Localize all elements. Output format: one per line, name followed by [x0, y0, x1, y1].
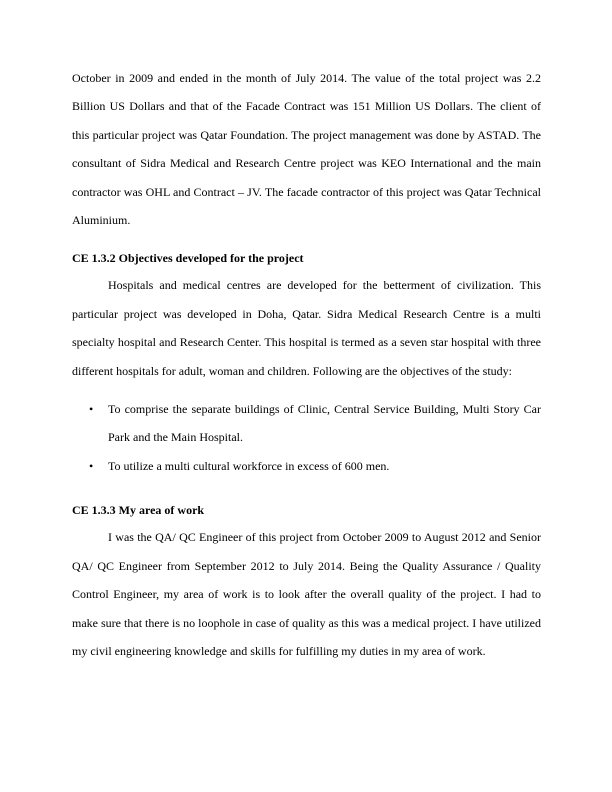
- area-of-work-heading: CE 1.3.3 My area of work: [72, 503, 205, 518]
- bullet-icon: •: [89, 402, 94, 417]
- objectives-list: [72, 395, 541, 480]
- objectives-heading: CE 1.3.2 Objectives developed for the project: [72, 251, 304, 266]
- area-of-work-paragraph: I was the QA/ QC Engineer of this project from October 2009 to August 2012 and Senior QA/ QC Engineer from September 2012 to July 2014. Being the Quality Assurance / Quality Control Engineer, my area of work is to look after the overall quality of the project. I had to make sure that there is no loophole in case of quality as this was a medical project. I have utilized my civil engineering knowledge and skills for fulfilling my duties in my area of work.: [72, 530, 541, 658]
- list-item-text: To comprise the separate buildings of Clinic, Central Service Building, Multi Story Car Park and the Main Hospital.: [108, 402, 541, 445]
- document-page: [72, 64, 541, 665]
- objectives-paragraph: Hospitals and medical centres are developed for the betterment of civilization. This particular project was developed in Doha, Qatar. Sidra Medical Research Centre is a multi specialty hospital and Research Center. This hospital is termed as a seven star hospital with three different hospitals for adult, woman and children. Following are the objectives of the study:: [72, 278, 541, 378]
- list-item: [72, 395, 541, 452]
- list-item: [72, 452, 541, 480]
- intro-paragraph: October in 2009 and ended in the month of July 2014. The value of the total project was 2.2 Billion US Dollars and that of the Facade Contract was 151 Million US Dollars. The client of this particular project was Qatar Foundation. The project management was done by ASTAD. The consultant of Sidra Medical and Research Centre project was KEO International and the main contractor was OHL and Contract – JV. The facade contractor of this project was Qatar Technical Aluminium.: [72, 71, 541, 228]
- bullet-icon: •: [89, 458, 94, 473]
- list-item-text: To utilize a multi cultural workforce in excess of 600 men.: [108, 458, 390, 473]
